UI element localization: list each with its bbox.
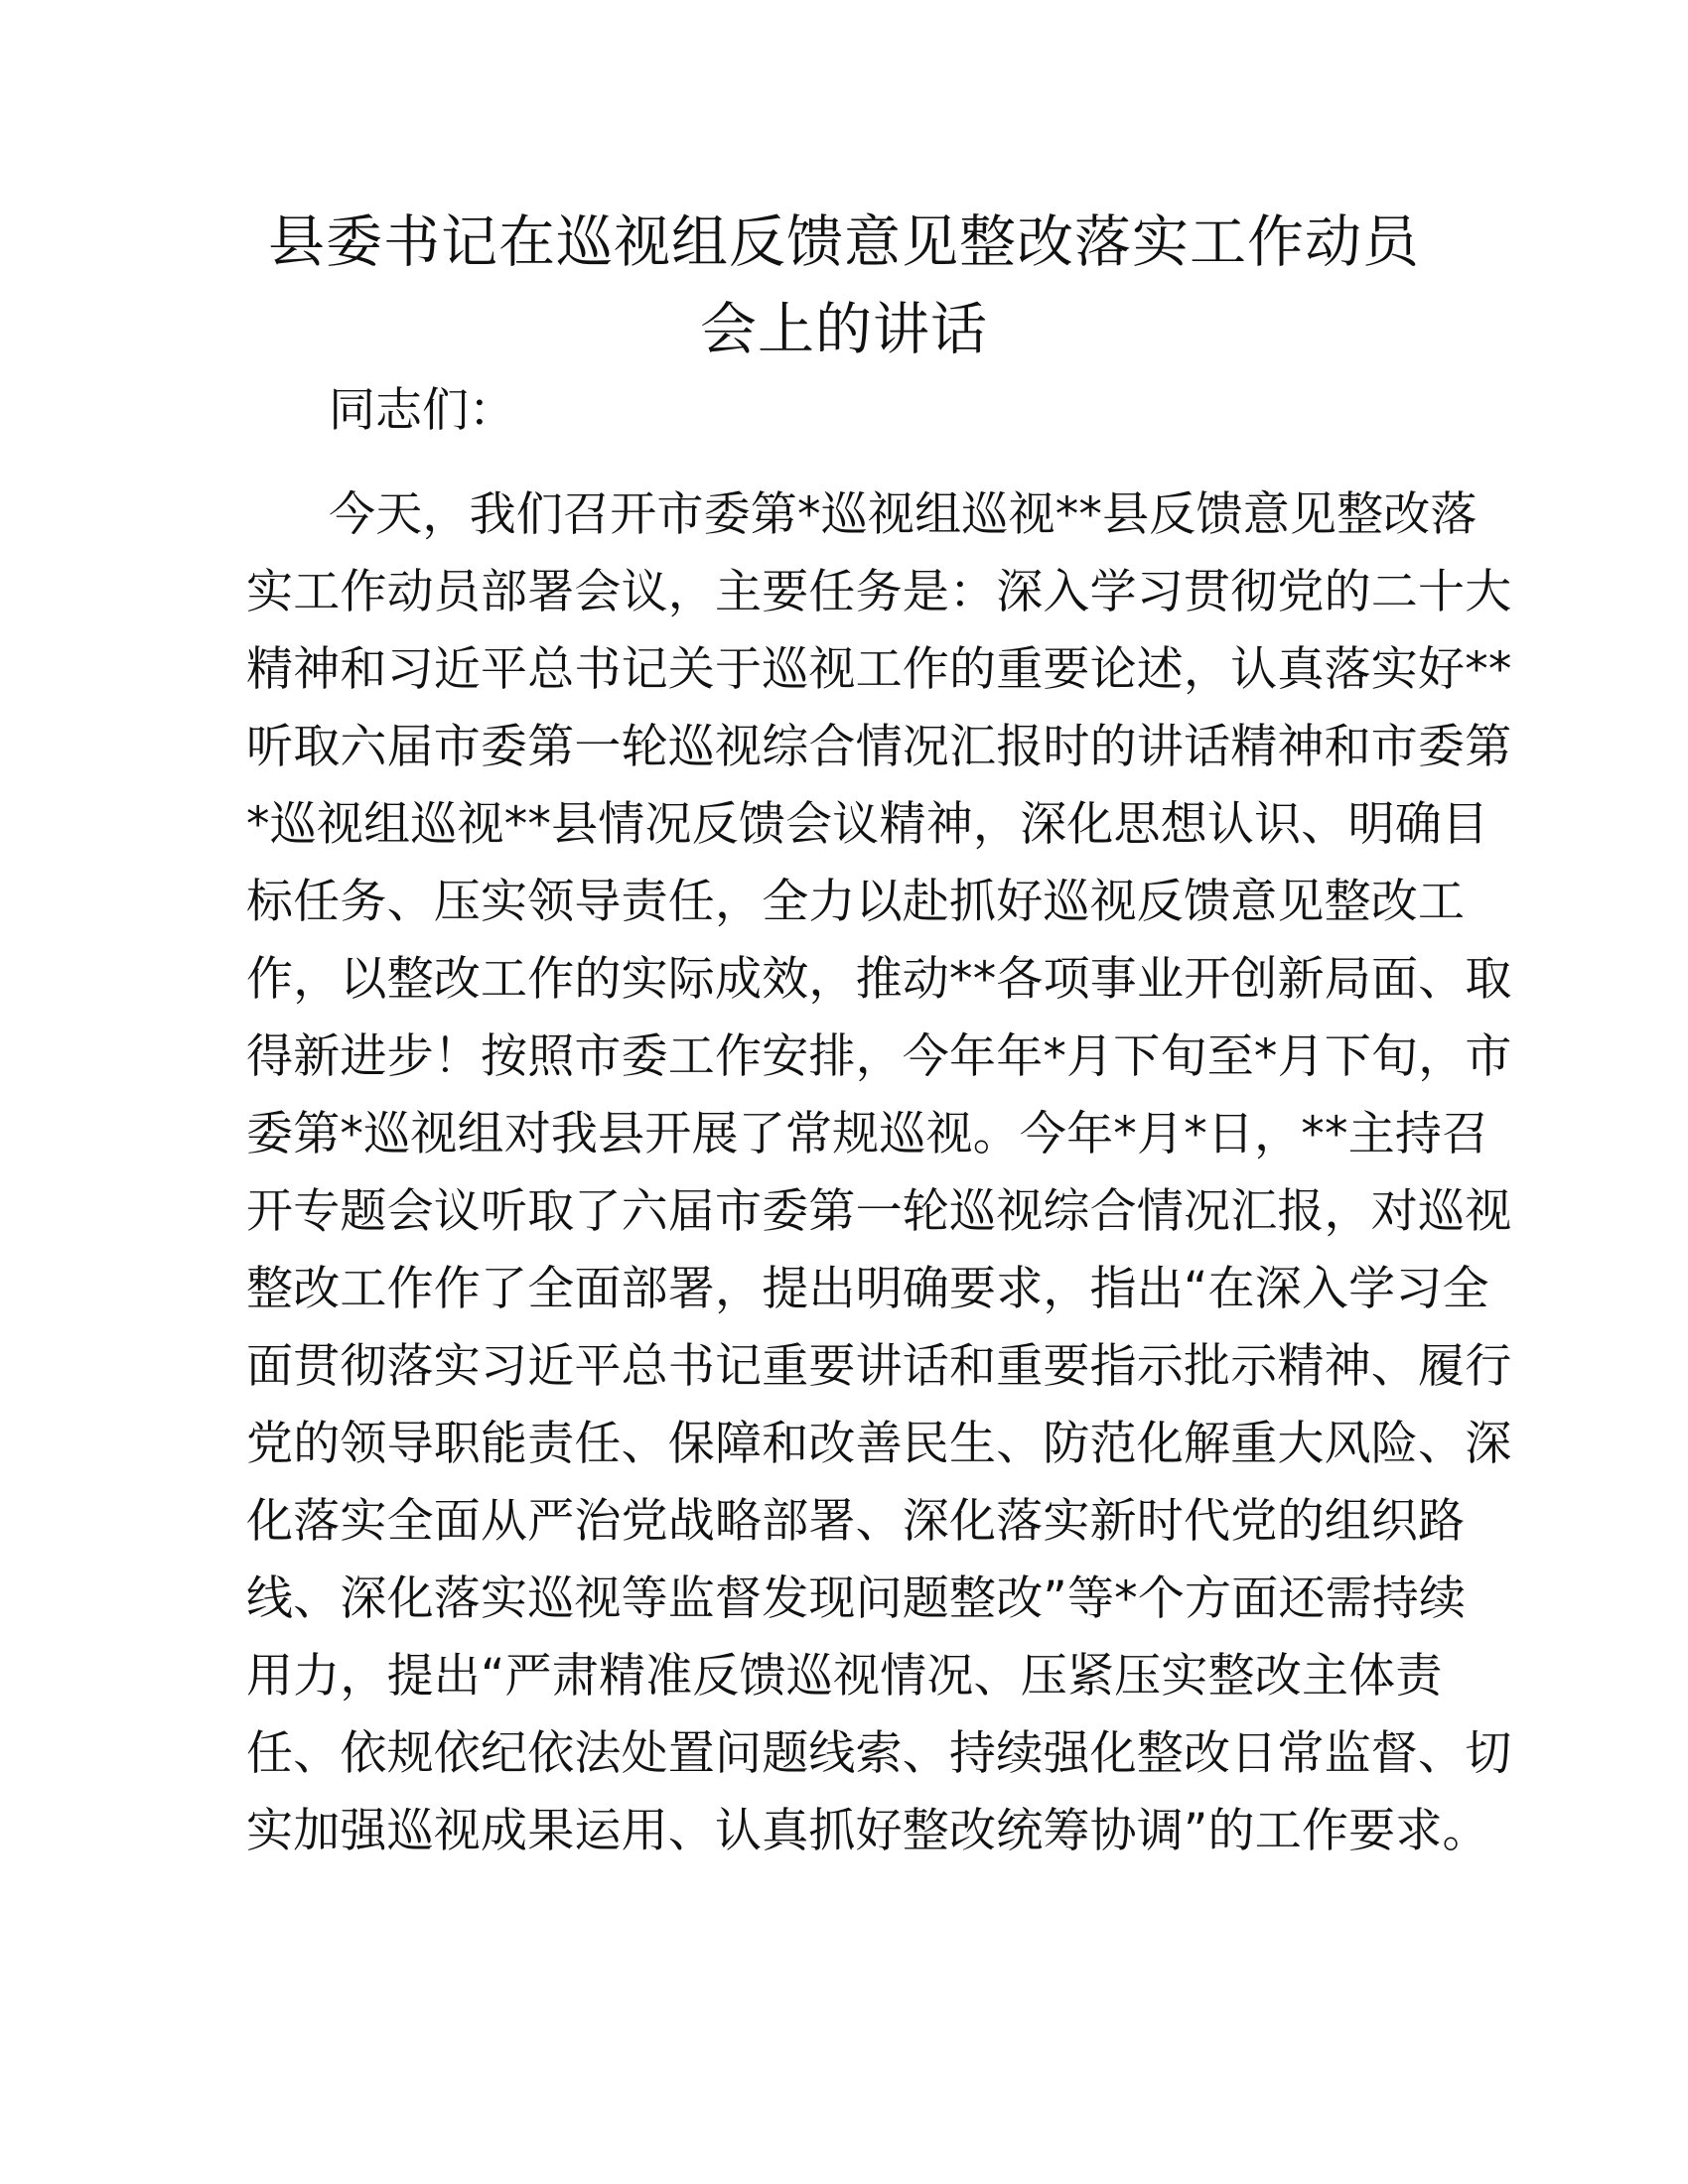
document-title: [228, 199, 1460, 373]
body-paragraph: [246, 477, 1512, 1870]
body-line: 标任务、压实领导责任，全力以赴抓好巡视反馈意见整改工: [246, 875, 1466, 929]
body-line: 实加强巡视成果运用、认真抓好整改统筹协调”的工作要求。: [246, 1804, 1489, 1858]
greeting: 同志们：: [329, 383, 515, 438]
body-line: 得新进步！按照市委工作安排，今年年*月下旬至*月下旬，市: [246, 1029, 1512, 1084]
document-title-line-2: 会上的讲话: [700, 297, 988, 362]
body-line: 化落实全面从严治党战略部署、深化落实新时代党的组织路: [246, 1494, 1466, 1549]
body-line: 开专题会议听取了六届市委第一轮巡视综合情况汇报，对巡视: [246, 1184, 1512, 1239]
body-line: 精神和习近平总书记关于巡视工作的重要论述，认真落实好**: [246, 642, 1512, 697]
body-line: 任、依规依纪依法处置问题线索、持续强化整改日常监督、切: [246, 1726, 1512, 1781]
body-line: 整改工作作了全面部署，提出明确要求，指出“在深入学习全: [246, 1262, 1489, 1316]
body-line: 线、深化落实巡视等监督发现问题整改”等*个方面还需持续: [246, 1571, 1467, 1626]
document-title-line-1: 县委书记在巡视组反馈意见整改落实工作动员: [268, 209, 1420, 275]
body-line: 用力，提出“严肃精准反馈巡视情况、压紧压实整改主体责: [246, 1649, 1443, 1704]
body-line: 听取六届市委第一轮巡视综合情况汇报时的讲话精神和市委第: [246, 720, 1512, 774]
body-line: 实工作动员部署会议，主要任务是：深入学习贯彻党的二十大: [246, 565, 1512, 619]
body-line: 作，以整改工作的实际成效，推动**各项事业开创新局面、取: [246, 952, 1512, 1007]
body-line: 党的领导职能责任、保障和改善民生、防范化解重大风险、深: [246, 1417, 1512, 1471]
body-line: 面贯彻落实习近平总书记重要讲话和重要指示批示精神、履行: [246, 1339, 1512, 1394]
body-line: 委第*巡视组对我县开展了常规巡视。今年*月*日，**主持召: [246, 1107, 1489, 1161]
body-line: *巡视组巡视**县情况反馈会议精神，深化思想认识、明确目: [246, 797, 1489, 852]
body-line: 今天，我们召开市委第*巡视组巡视**县反馈意见整改落: [329, 487, 1477, 542]
